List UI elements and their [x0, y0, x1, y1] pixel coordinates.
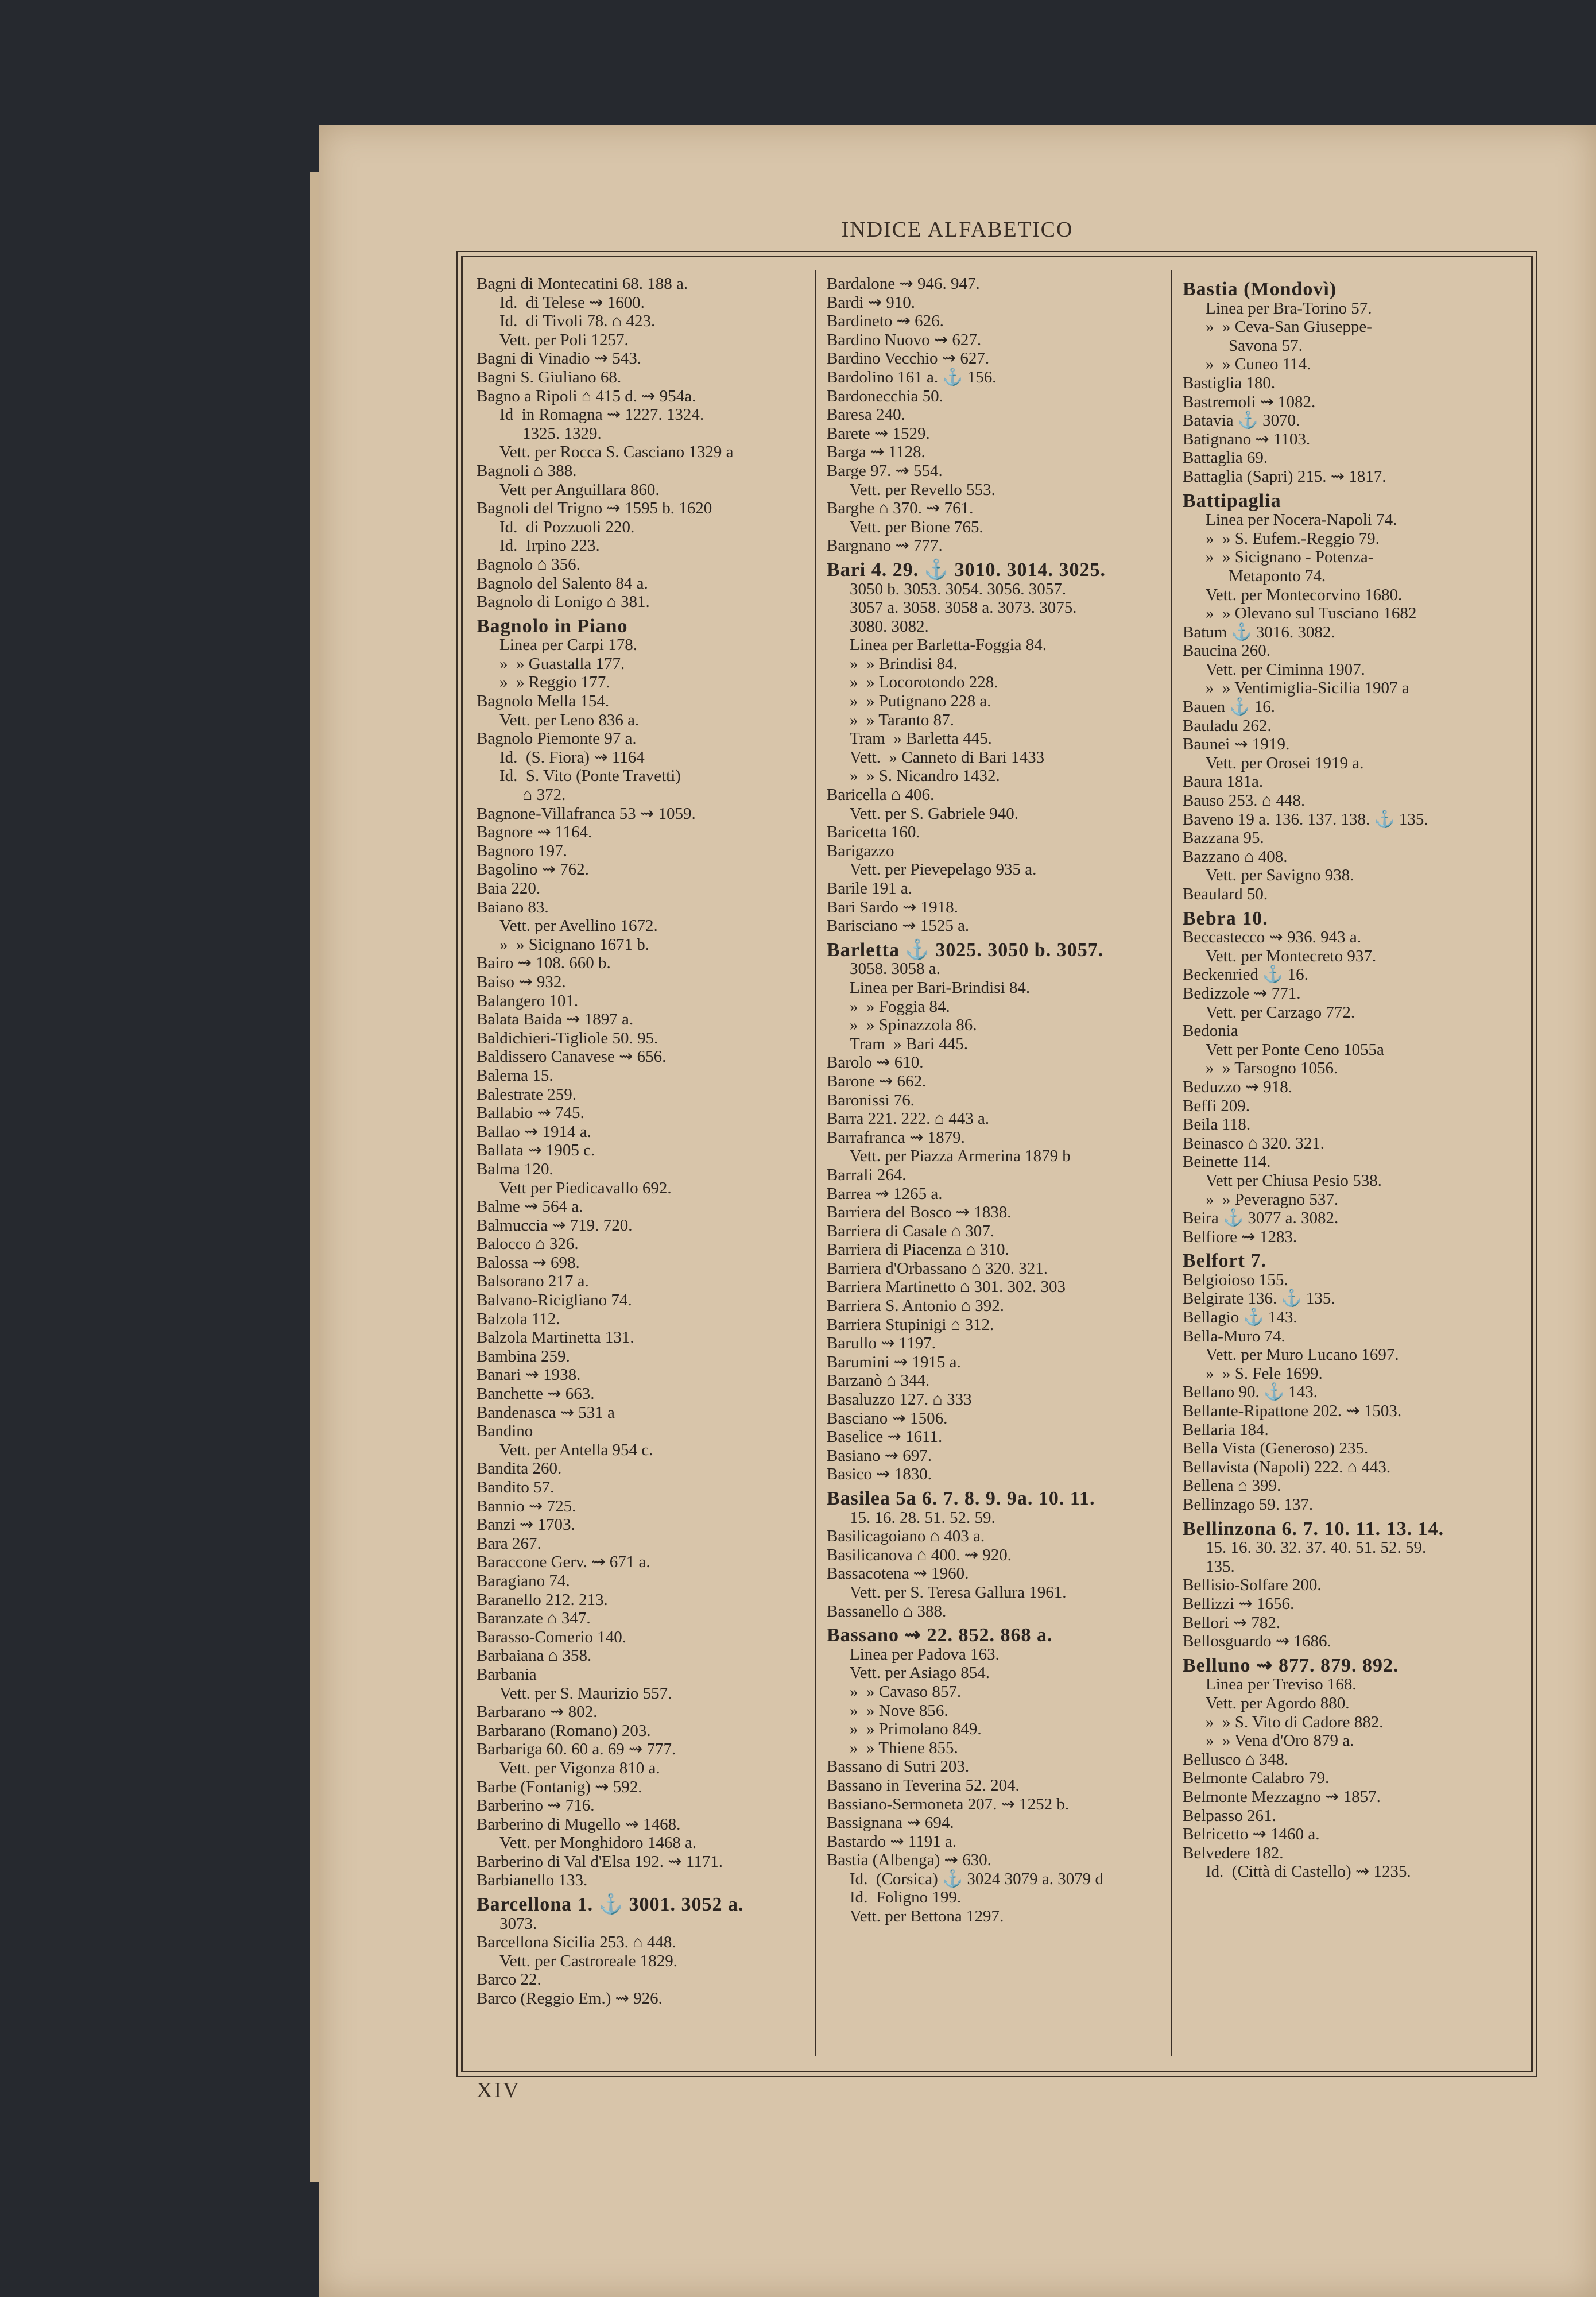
index-entry: Id. di Pozzuoli 220. [499, 517, 635, 536]
index-entry: Barone ⇝ 662. [827, 1072, 927, 1091]
index-entry: Barbarano (Romano) 203. [477, 1721, 651, 1740]
index-entry: Vett. per Carzago 772. [1206, 1003, 1355, 1022]
index-entry: Id. (S. Fiora) ⇝ 1164 [499, 748, 645, 767]
index-entry: Banzi ⇝ 1703. [477, 1515, 575, 1534]
index-entry: » » S. Eufem.-Reggio 79. [1206, 529, 1380, 548]
index-entry: Bella-Muro 74. [1183, 1327, 1285, 1345]
index-entry: Bellano 90. ⚓ 143. [1183, 1383, 1318, 1402]
index-entry: Vett. per S. Maurizio 557. [499, 1684, 672, 1703]
index-entry: Linea per Carpi 178. [499, 636, 637, 655]
index-entry: Barbe (Fontanig) ⇝ 592. [477, 1777, 642, 1796]
index-entry: Id. (Città di Castello) ⇝ 1235. [1206, 1862, 1411, 1881]
index-entry: Vett. per Ciminna 1907. [1206, 660, 1365, 679]
index-entry: Barriera Stupinigi ⌂ 312. [827, 1315, 994, 1334]
index-entry: Balerna 15. [477, 1066, 553, 1085]
index-entry: Barrali 264. [827, 1165, 907, 1184]
index-entry: Baricetta 160. [827, 823, 920, 842]
index-entry: Ballata ⇝ 1905 c. [477, 1141, 595, 1160]
index-entry: Bassignana ⇝ 694. [827, 1813, 954, 1832]
index-entry: Baunei ⇝ 1919. [1183, 735, 1290, 754]
index-entry: Baranzate ⌂ 347. [477, 1609, 591, 1628]
index-entry: Bagnolo ⌂ 356. [477, 555, 580, 574]
index-entry: Bassano in Teverina 52. 204. [827, 1776, 1020, 1795]
index-entry: Basaluzzo 127. ⌂ 333 [827, 1390, 972, 1409]
index-entry: Belfort 7. [1183, 1250, 1266, 1272]
index-entry: Baveno 19 a. 136. 137. 138. ⚓ 135. [1183, 810, 1428, 829]
index-entry: Bellizzi ⇝ 1656. [1183, 1594, 1295, 1613]
index-entry: Balzola 112. [477, 1309, 560, 1328]
index-entry: Bellinzago 59. 137. [1183, 1495, 1314, 1514]
index-entry: Bannio ⇝ 725. [477, 1496, 576, 1515]
index-entry: Barbianello 133. [477, 1871, 588, 1890]
index-entry: Bella Vista (Generoso) 235. [1183, 1439, 1369, 1458]
index-entry: Battipaglia [1183, 490, 1281, 512]
index-entry: Barletta ⚓ 3025. 3050 b. 3057. [827, 939, 1104, 961]
index-entry: Barberino di Val d'Elsa 192. ⇝ 1171. [477, 1852, 723, 1871]
index-entry: Beila 118. [1183, 1115, 1251, 1134]
index-entry: Bari Sardo ⇝ 1918. [827, 898, 958, 917]
index-entry: 15. 16. 28. 51. 52. 59. [850, 1508, 995, 1527]
index-entry: Vett. per Savigno 938. [1206, 866, 1354, 885]
index-entry: Bastiglia 180. [1183, 373, 1276, 392]
index-entry: Bargnano ⇝ 777. [827, 536, 943, 555]
index-entry: Linea per Bari-Brindisi 84. [850, 978, 1031, 997]
index-entry: Battaglia 69. [1183, 448, 1268, 467]
index-entry: Id. Irpino 223. [499, 536, 600, 555]
index-entry: Balvano-Ricigliano 74. [477, 1291, 632, 1310]
index-entry: Barge 97. ⇝ 554. [827, 461, 943, 480]
index-entry: Barra 221. 222. ⌂ 443 a. [827, 1109, 990, 1128]
index-entry: Basilicanova ⌂ 400. ⇝ 920. [827, 1545, 1012, 1564]
index-entry: Vett. per Orosei 1919 a. [1206, 753, 1364, 772]
index-entry: Vett per Ponte Ceno 1055a [1206, 1040, 1384, 1059]
index-entry: » » Locorotondo 228. [850, 673, 998, 692]
index-entry: Barbarano ⇝ 802. [477, 1703, 598, 1722]
index-entry: Bardalone ⇝ 946. 947. [827, 274, 980, 293]
index-entry: Bedonia [1183, 1022, 1238, 1041]
index-entry: Barriera di Casale ⌂ 307. [827, 1221, 994, 1240]
index-entry: Bagnolo del Salento 84 a. [477, 574, 648, 593]
index-entry: Vett. per Poli 1257. [499, 330, 629, 349]
index-entry: Baura 181a. [1183, 772, 1264, 791]
index-entry: Bandino [477, 1422, 533, 1441]
index-entry: » » Reggio 177. [499, 673, 610, 692]
index-entry: » » Ceva-San Giuseppe- [1206, 318, 1372, 337]
index-entry: Barzanò ⌂ 344. [827, 1371, 930, 1390]
index-entry: » » S. Nicandro 1432. [850, 767, 1000, 786]
index-entry: Belvedere 182. [1183, 1843, 1284, 1862]
index-entry: Id. di Tivoli 78. ⌂ 423. [499, 312, 656, 331]
index-entry: Bagnone-Villafranca 53 ⇝ 1059. [477, 804, 696, 823]
index-entry: Bardolino 161 a. ⚓ 156. [827, 368, 997, 386]
index-entry: 3073. [499, 1914, 537, 1933]
index-entry: Id. di Telese ⇝ 1600. [499, 293, 645, 312]
index-entry: Balestrate 259. [477, 1085, 576, 1104]
index-entry: » » Primolano 849. [850, 1720, 982, 1739]
index-entry: Balocco ⌂ 326. [477, 1235, 579, 1254]
index-entry: Tram » Bari 445. [850, 1034, 968, 1053]
index-entry: Beffi 209. [1183, 1096, 1250, 1115]
index-entry: 1325. 1329. [522, 424, 602, 443]
index-entry: Balme ⇝ 564 a. [477, 1197, 583, 1216]
index-entry: Barco (Reggio Em.) ⇝ 926. [477, 1989, 663, 2008]
index-entry: Baselice ⇝ 1611. [827, 1428, 943, 1447]
index-entry: Vett. per Leno 836 a. [499, 710, 640, 729]
index-entry: Bellavista (Napoli) 222. ⌂ 443. [1183, 1457, 1391, 1476]
index-entry: Balmuccia ⇝ 719. 720. [477, 1216, 633, 1235]
index-entry: Batavia ⚓ 3070. [1183, 411, 1300, 430]
index-entry: Barberino di Mugello ⇝ 1468. [477, 1815, 681, 1834]
index-entry: Basilea 5a 6. 7. 8. 9. 9a. 10. 11. [827, 1488, 1095, 1509]
index-entry: Barbariga 60. 60 a. 69 ⇝ 777. [477, 1740, 676, 1759]
index-entry: Bellena ⌂ 399. [1183, 1476, 1281, 1495]
index-entry: Id. (Corsica) ⚓ 3024 3079 a. 3079 d [850, 1869, 1104, 1888]
index-entry: Battaglia (Sapri) 215. ⇝ 1817. [1183, 467, 1386, 486]
index-entry: 3080. 3082. [850, 617, 929, 636]
index-entry: » » Foggia 84. [850, 997, 950, 1016]
index-entry: Bedizzole ⇝ 771. [1183, 984, 1301, 1003]
index-entry: Bastia (Mondovì) [1183, 279, 1337, 300]
index-entry: Barberino ⇝ 716. [477, 1796, 595, 1815]
index-entry: Barigazzo [827, 841, 894, 860]
index-entry: Bagnoli del Trigno ⇝ 1595 b. 1620 [477, 499, 712, 518]
index-entry: Bagni di Vinadio ⇝ 543. [477, 349, 642, 368]
index-entry: Vett per Chiusa Pesio 538. [1206, 1171, 1382, 1190]
index-entry: Barriera d'Orbassano ⌂ 320. 321. [827, 1259, 1048, 1278]
index-entry: Id in Romagna ⇝ 1227. 1324. [499, 405, 704, 424]
index-entry: Bagolino ⇝ 762. [477, 860, 589, 879]
index-entry: » » Guastalla 177. [499, 654, 625, 673]
index-entry: Barile 191 a. [827, 879, 912, 898]
index-entry: Bagnolo in Piano [477, 615, 628, 637]
index-entry: Vett. per Castroreale 1829. [499, 1951, 678, 1970]
index-entry: » » Ventimiglia-Sicilia 1907 a [1206, 679, 1409, 698]
index-entry: Belluno ⇝ 877. 879. 892. [1183, 1654, 1399, 1676]
index-entry: Bardino Nuovo ⇝ 627. [827, 330, 982, 349]
index-entry: Bagnoro 197. [477, 841, 567, 860]
index-entry: Beduzzo ⇝ 918. [1183, 1077, 1293, 1096]
index-entry: Vett. per Antella 954 c. [499, 1440, 653, 1459]
index-entry: Barbaiana ⌂ 358. [477, 1646, 592, 1665]
index-entry: Bandita 260. [477, 1459, 562, 1478]
index-entry: Baragiano 74. [477, 1571, 570, 1590]
index-entry: Linea per Padova 163. [850, 1645, 1000, 1664]
index-entry: Basico ⇝ 1830. [827, 1465, 932, 1484]
index-entry: Metaponto 74. [1229, 566, 1326, 585]
index-entry: Vett. » Canneto di Bari 1433 [850, 748, 1045, 767]
index-entry: Baldichieri-Tigliole 50. 95. [477, 1028, 658, 1047]
index-entry: Bandenasca ⇝ 531 a [477, 1403, 615, 1422]
index-entry: » » Nove 856. [850, 1701, 948, 1720]
index-entry: Barete ⇝ 1529. [827, 424, 930, 443]
index-entry: » » Cavaso 857. [850, 1682, 962, 1701]
index-entry: Bauen ⚓ 16. [1183, 698, 1275, 717]
index-entry: Belfiore ⇝ 1283. [1183, 1227, 1297, 1246]
column-divider [815, 270, 816, 2056]
index-entry: Barrea ⇝ 1265 a. [827, 1184, 943, 1203]
index-entry: Bagnolo di Lonigo ⌂ 381. [477, 593, 650, 612]
index-entry: Barullo ⇝ 1197. [827, 1334, 936, 1353]
index-entry: » » Sicignano - Potenza- [1206, 548, 1374, 567]
index-entry: » » Taranto 87. [850, 710, 954, 729]
page-number: XIV [477, 2078, 521, 2102]
index-entry: Linea per Treviso 168. [1206, 1675, 1357, 1694]
index-entry: Bauladu 262. [1183, 716, 1272, 735]
index-entry: Linea per Bra-Torino 57. [1206, 299, 1372, 318]
index-entry: » » Putignano 228 a. [850, 692, 991, 711]
index-entry: Vett. per Rocca S. Casciano 1329 a [499, 443, 734, 462]
index-entry: Barasso-Comerio 140. [477, 1627, 626, 1646]
index-entry: Vett. per Bettona 1297. [850, 1907, 1004, 1926]
index-entry: Basciano ⇝ 1506. [827, 1409, 948, 1428]
index-entry: Baranello 212. 213. [477, 1590, 608, 1609]
index-entry: Bellinzona 6. 7. 10. 11. 13. 14. [1183, 1518, 1444, 1540]
index-entry: Vett. per Revello 553. [850, 480, 995, 499]
index-entry: 3050 b. 3053. 3054. 3056. 3057. [850, 579, 1066, 598]
index-column-2 [827, 274, 1163, 2049]
index-entry: Id. Foligno 199. [850, 1888, 962, 1907]
index-entry: Bazzano ⌂ 408. [1183, 847, 1288, 866]
index-entry: Beccastecco ⇝ 936. 943 a. [1183, 928, 1361, 947]
index-entry: Baucina 260. [1183, 641, 1271, 660]
index-entry: Bassanello ⌂ 388. [827, 1602, 947, 1621]
index-entry: Tram » Barletta 445. [850, 729, 992, 748]
index-entry: Basilicagoiano ⌂ 403 a. [827, 1527, 985, 1546]
index-entry: Banchette ⇝ 663. [477, 1385, 595, 1403]
index-entry: Id. S. Vito (Ponte Travetti) [499, 767, 681, 786]
index-entry: Bari 4. 29. ⚓ 3010. 3014. 3025. [827, 559, 1106, 581]
index-entry: » » Thiene 855. [850, 1738, 958, 1757]
index-entry: Vett. per Pievepelago 935 a. [850, 860, 1037, 879]
index-entry: Bardineto ⇝ 626. [827, 312, 944, 331]
index-entry: Vett. per S. Gabriele 940. [850, 804, 1018, 823]
index-entry: Barco 22. [477, 1970, 541, 1989]
index-entry: Baricella ⌂ 406. [827, 786, 935, 805]
index-entry: Vett per Anguillara 860. [499, 480, 660, 499]
index-entry: Basiano ⇝ 697. [827, 1446, 932, 1465]
index-entry: Barbania [477, 1665, 537, 1684]
index-entry: Bazzana 95. [1183, 829, 1264, 848]
index-entry: Bassano ⇝ 22. 852. 868 a. [827, 1625, 1053, 1646]
index-entry: 3057 a. 3058. 3058 a. 3073. 3075. [850, 598, 1077, 617]
index-entry: Vett. per S. Teresa Gallura 1961. [850, 1583, 1067, 1602]
index-entry: Belricetto ⇝ 1460 a. [1183, 1825, 1320, 1844]
index-entry: Belpasso 261. [1183, 1806, 1276, 1825]
index-entry: Vett. per Piazza Armerina 1879 b [850, 1147, 1071, 1166]
index-entry: Bastia (Albenga) ⇝ 630. [827, 1851, 991, 1870]
index-entry: Vett. per Bione 765. [850, 517, 983, 536]
index-entry: Bassacotena ⇝ 1960. [827, 1564, 969, 1583]
index-entry: Bellagio ⚓ 143. [1183, 1308, 1297, 1327]
index-entry: » » Tarsogno 1056. [1206, 1059, 1338, 1078]
index-entry: » » S. Vito di Cadore 882. [1206, 1712, 1384, 1731]
index-column-1 [477, 274, 798, 2049]
column-divider [1171, 270, 1172, 2056]
index-entry: » » Olevano sul Tusciano 1682 [1206, 604, 1417, 623]
index-entry: Barriera S. Antonio ⌂ 392. [827, 1297, 1004, 1316]
index-entry: 3058. 3058 a. [850, 960, 940, 979]
index-entry: Barga ⇝ 1128. [827, 443, 925, 462]
index-entry: Belmonte Calabro 79. [1183, 1769, 1330, 1788]
index-entry: Vett. per Asiago 854. [850, 1664, 990, 1683]
index-entry: Bardino Vecchio ⇝ 627. [827, 349, 990, 368]
index-entry: Belgirate 136. ⚓ 135. [1183, 1289, 1335, 1308]
index-entry: Bagni di Montecatini 68. 188 a. [477, 274, 688, 293]
index-entry: Beinasco ⌂ 320. 321. [1183, 1134, 1324, 1153]
index-entry: Bagno a Ripoli ⌂ 415 d. ⇝ 954a. [477, 386, 696, 405]
index-entry: » » Sicignano 1671 b. [499, 935, 649, 954]
index-entry: » » Peveragno 537. [1206, 1190, 1339, 1209]
index-entry: Linea per Barletta-Foggia 84. [850, 636, 1047, 655]
index-entry: Bastardo ⇝ 1191 a. [827, 1832, 957, 1851]
index-entry: Beinette 114. [1183, 1153, 1271, 1171]
index-entry: Ballabio ⇝ 745. [477, 1104, 584, 1123]
index-entry: Bagnoli ⌂ 388. [477, 461, 577, 480]
index-entry: Bebra 10. [1183, 907, 1268, 929]
index-entry: Vett. per Agordo 880. [1206, 1693, 1350, 1712]
index-entry: Baraccone Gerv. ⇝ 671 a. [477, 1553, 650, 1572]
index-entry: Balangero 101. [477, 991, 579, 1010]
index-entry: Baronissi 76. [827, 1091, 915, 1109]
index-entry: Bagnore ⇝ 1164. [477, 823, 592, 842]
index-entry: Baia 220. [477, 879, 541, 898]
page-header: INDICE ALFABETICO [841, 218, 1074, 242]
index-entry: Bauso 253. ⌂ 448. [1183, 791, 1306, 810]
index-entry: Balossa ⇝ 698. [477, 1253, 580, 1272]
index-entry: Vett per Piedicavallo 692. [499, 1178, 672, 1197]
index-entry: » » Brindisi 84. [850, 654, 958, 673]
index-entry: Belgioioso 155. [1183, 1270, 1288, 1289]
index-entry: Bandito 57. [477, 1478, 555, 1496]
index-entry: » » Spinazzola 86. [850, 1016, 977, 1035]
index-entry: Barcellona 1. ⚓ 3001. 3052 a. [477, 1894, 744, 1916]
index-entry: Beaulard 50. [1183, 885, 1268, 903]
index-entry: Balsorano 217 a. [477, 1272, 589, 1291]
index-entry: Ballao ⇝ 1914 a. [477, 1122, 591, 1141]
index-entry: Vett. per Montecorvino 1680. [1206, 585, 1403, 604]
index-entry: Beira ⚓ 3077 a. 3082. [1183, 1209, 1339, 1228]
index-entry: Barriera del Bosco ⇝ 1838. [827, 1203, 1012, 1222]
index-entry: Bellusco ⌂ 348. [1183, 1750, 1289, 1769]
index-entry: Bellosguardo ⇝ 1686. [1183, 1632, 1331, 1651]
index-entry: Savona 57. [1229, 336, 1303, 355]
index-entry: Bagnolo Mella 154. [477, 692, 610, 711]
index-entry: Bassano di Sutri 203. [827, 1757, 970, 1776]
index-entry: Bellori ⇝ 782. [1183, 1613, 1281, 1632]
index-entry: Belmonte Mezzagno ⇝ 1857. [1183, 1787, 1381, 1806]
index-entry: Baldissero Canavese ⇝ 656. [477, 1047, 667, 1066]
index-entry: Barriera di Piacenza ⌂ 310. [827, 1240, 1009, 1259]
index-entry: Bellisio-Solfare 200. [1183, 1576, 1322, 1595]
index-entry: Batignano ⇝ 1103. [1183, 430, 1311, 448]
index-entry: Balzola Martinetta 131. [477, 1328, 634, 1347]
index-entry: Bara 267. [477, 1534, 541, 1553]
index-entry: 135. [1206, 1557, 1235, 1576]
index-entry: Barisciano ⇝ 1525 a. [827, 917, 970, 935]
index-column-3 [1183, 274, 1524, 2049]
index-entry: Barumini ⇝ 1915 a. [827, 1352, 961, 1371]
index-entry: Bardi ⇝ 910. [827, 293, 915, 312]
index-entry: Baresa 240. [827, 405, 905, 424]
index-entry: » » Cuneo 114. [1206, 355, 1311, 374]
index-entry: Baiso ⇝ 932. [477, 972, 566, 991]
index-entry: Barcellona Sicilia 253. ⌂ 448. [477, 1933, 676, 1952]
index-entry: Vett. per Muro Lucano 1697. [1206, 1345, 1399, 1364]
index-entry: Bairo ⇝ 108. 660 b. [477, 954, 611, 973]
index-entry: Bagnolo Piemonte 97 a. [477, 729, 637, 748]
index-entry: Bellaria 184. [1183, 1420, 1269, 1439]
index-entry: Bardonecchia 50. [827, 386, 943, 405]
index-entry: Bastremoli ⇝ 1082. [1183, 392, 1316, 411]
index-entry: Beckenried ⚓ 16. [1183, 965, 1308, 984]
index-entry: » » Vena d'Oro 879 a. [1206, 1731, 1354, 1750]
index-entry: Vett. per Montecreto 937. [1206, 946, 1377, 965]
index-entry: Vett. per Avellino 1672. [499, 917, 658, 935]
index-entry: Bellante-Ripattone 202. ⇝ 1503. [1183, 1402, 1402, 1421]
index-entry: Barriera Martinetto ⌂ 301. 302. 303 [827, 1278, 1066, 1297]
index-entry: Baiano 83. [477, 898, 549, 917]
index-entry: Barghe ⌂ 370. ⇝ 761. [827, 499, 974, 518]
index-entry: Balma 120. [477, 1159, 553, 1178]
index-entry: ⌂ 372. [522, 786, 566, 805]
index-entry: Vett. per Vigonza 810 a. [499, 1758, 660, 1777]
index-entry: Bambina 259. [477, 1347, 570, 1366]
index-entry: Linea per Nocera-Napoli 74. [1206, 511, 1397, 529]
index-entry: Bagni S. Giuliano 68. [477, 368, 622, 386]
index-entry: 15. 16. 30. 32. 37. 40. 51. 52. 59. [1206, 1538, 1427, 1557]
index-entry: Barrafranca ⇝ 1879. [827, 1128, 965, 1147]
index-entry: Bassiano-Sermoneta 207. ⇝ 1252 b. [827, 1795, 1070, 1813]
index-entry: Balata Baida ⇝ 1897 a. [477, 1010, 634, 1029]
index-entry: Banari ⇝ 1938. [477, 1366, 581, 1385]
index-entry: Barolo ⇝ 610. [827, 1053, 924, 1072]
index-entry: » » S. Fele 1699. [1206, 1364, 1323, 1383]
index-entry: Vett. per Monghidoro 1468 a. [499, 1834, 697, 1853]
index-entry: Batum ⚓ 3016. 3082. [1183, 622, 1335, 641]
